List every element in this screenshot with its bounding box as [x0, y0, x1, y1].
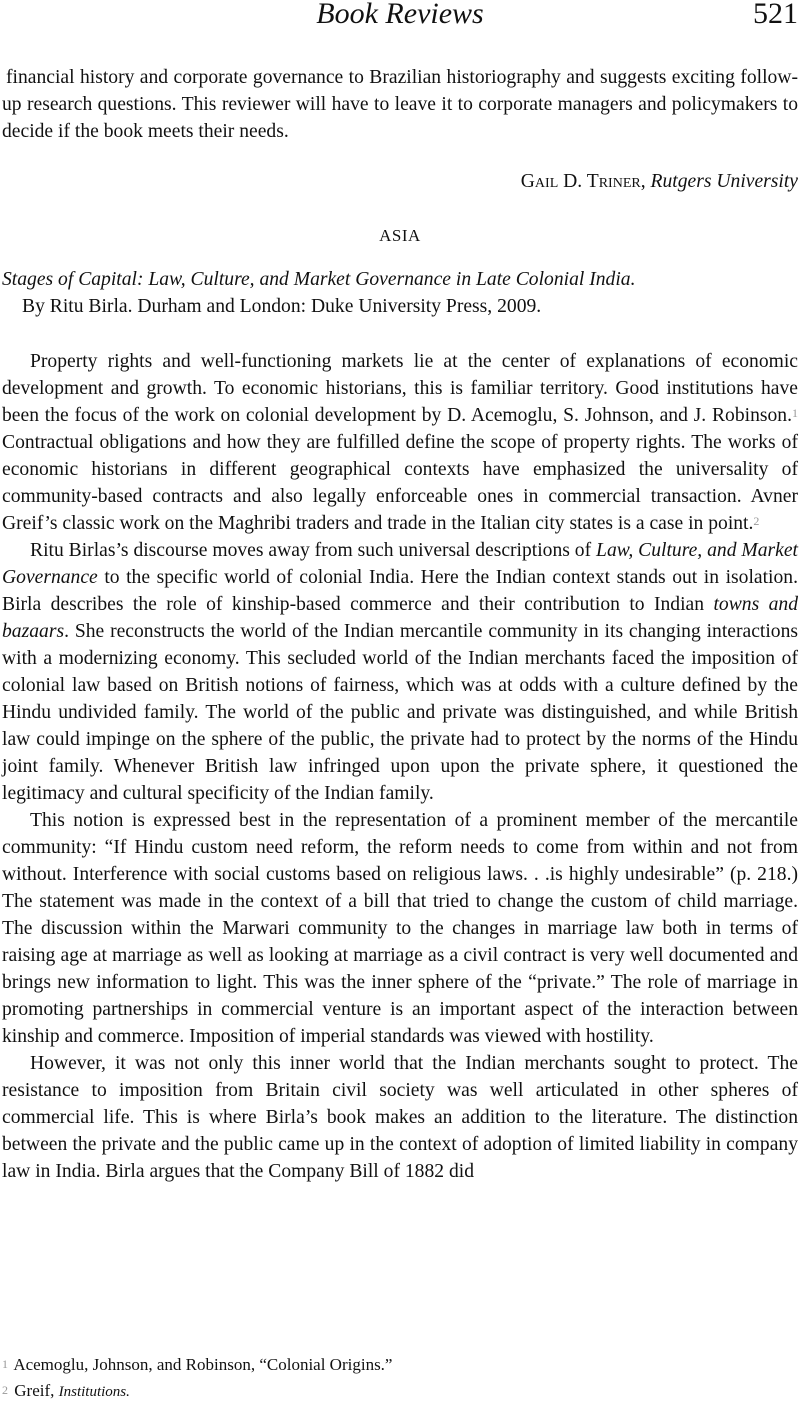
paragraph-2-italic-2: towns and bazaars [2, 594, 799, 642]
paragraph-2-text-b: to the specific world of colonial India. Here the Indian context stands out in isolation. Birla describes the role of kinship-based commerce and their contribution to Indian [2, 567, 798, 615]
footnote-2-number: 2 [2, 1383, 8, 1397]
paragraph-1-text-a: Property rights and well-functioning markets lie at the center of explanations of economic development and growth. To economic historians, this is familiar territory. Good institutions have been the focus of the work on colonial development by D. Acemoglu, S. Johnson, and J. Robinson. [2, 351, 798, 426]
paragraph-3: This notion is expressed best in the representation of a prominent member of the mercantile community: “If Hindu custom need reform, the reform needs to come from within and not from without. Interference with social customs based on religious laws. . .is highly undesirable” (p. 218.) The statement was made in the context of a bill that tried to change the custom of child marriage. The discussion within the Marwari community to the changes in marriage law both in terms of raising age at marriage as well as looking at marriage as a civil contract is very well documented and brings new information to light. This was the inner sphere of the “private.” The role of marriage in promoting partnerships in commercial venture is an important aspect of the interaction between kinship and commerce. Imposition of imperial standards was viewed with hostility. [2, 810, 798, 1047]
paragraph-2-italic-1: Law, Culture, and Market Governance [2, 540, 798, 588]
footnotes [2, 1352, 782, 1405]
paragraph-2-text-a: Ritu Birlas’s discourse moves away from such universal descriptions of [30, 540, 597, 561]
book-citation [2, 266, 798, 320]
footnote-2 [2, 1378, 782, 1405]
paragraph-2 [2, 537, 798, 807]
paragraph-1 [2, 348, 798, 537]
reviewer-comma: , [640, 171, 651, 192]
paragraph-2-text-c: . She reconstructs the world of the Indian mercantile community in its changing interactions with a modernizing economy. This secluded world of the Indian merchants faced the imposition of colonial law based on British notions of fairness, which was at odds with a culture defined by the Hindu undivided family. The world of the public and private was distinguished, and while British law could impinge on the sphere of the public, the private had to protect by the norms of the Hindu joint family. Whenever British law infringed upon upon the private sphere, it questioned the legitimacy and cultural specificity of the Indian family. [2, 621, 798, 804]
section-heading: ASIA [379, 226, 421, 245]
footnote-2-italic: Institutions. [58, 1384, 130, 1400]
footnote-ref-2[interactable]: 2 [753, 514, 760, 528]
page-number: 521 [753, 0, 798, 30]
book-title: Stages of Capital: Law, Culture, and Market Governance in Late Colonial India. [2, 269, 636, 290]
footnote-1-number: 1 [2, 1357, 8, 1371]
paragraph-4: However, it was not only this inner world that the Indian merchants sought to protect. The resistance to imposition from Britain civil society was well articulated in other spheres of commercial life. This is where Birla’s book makes an addition to the literature. The distinction between the private and the public came up in the context of adoption of limited liability in company law in India. Birla argues that the Company Bill of 1882 did [2, 1053, 798, 1182]
footnote-2-text: Greif, [14, 1381, 59, 1400]
reviewer-signature [521, 168, 798, 195]
review-body [2, 348, 798, 1185]
previous-review-continuation: financial history and corporate governance to Brazilian historiography and suggests exciting follow-up research questions. This reviewer will have to leave it to corporate managers and policymakers to decide if the book meets their needs. [2, 67, 798, 142]
paragraph-1-text-b: Contractual obligations and how they are fulfilled define the scope of property rights. The works of economic historians in different geographical contexts have emphasized the universality of community-based contracts and also legally enforceable ones in commercial transaction. Avner Greif’s classic work on the Maghribi traders and trade in the Italian city states is a case in point. [2, 432, 798, 534]
reviewer-name: Gail D. Triner [520, 171, 641, 192]
book-publication: By Ritu Birla. Durham and London: Duke University Press, 2009. [22, 296, 542, 317]
footnote-ref-1[interactable]: 1 [792, 406, 798, 420]
reviewer-affiliation: Rutgers University [650, 171, 798, 192]
running-head [0, 0, 800, 34]
footnote-1 [2, 1352, 782, 1378]
footnote-1-text: Acemoglu, Johnson, and Robinson, “Colonial Origins.” [13, 1355, 393, 1374]
running-title: Book Reviews [316, 0, 484, 30]
